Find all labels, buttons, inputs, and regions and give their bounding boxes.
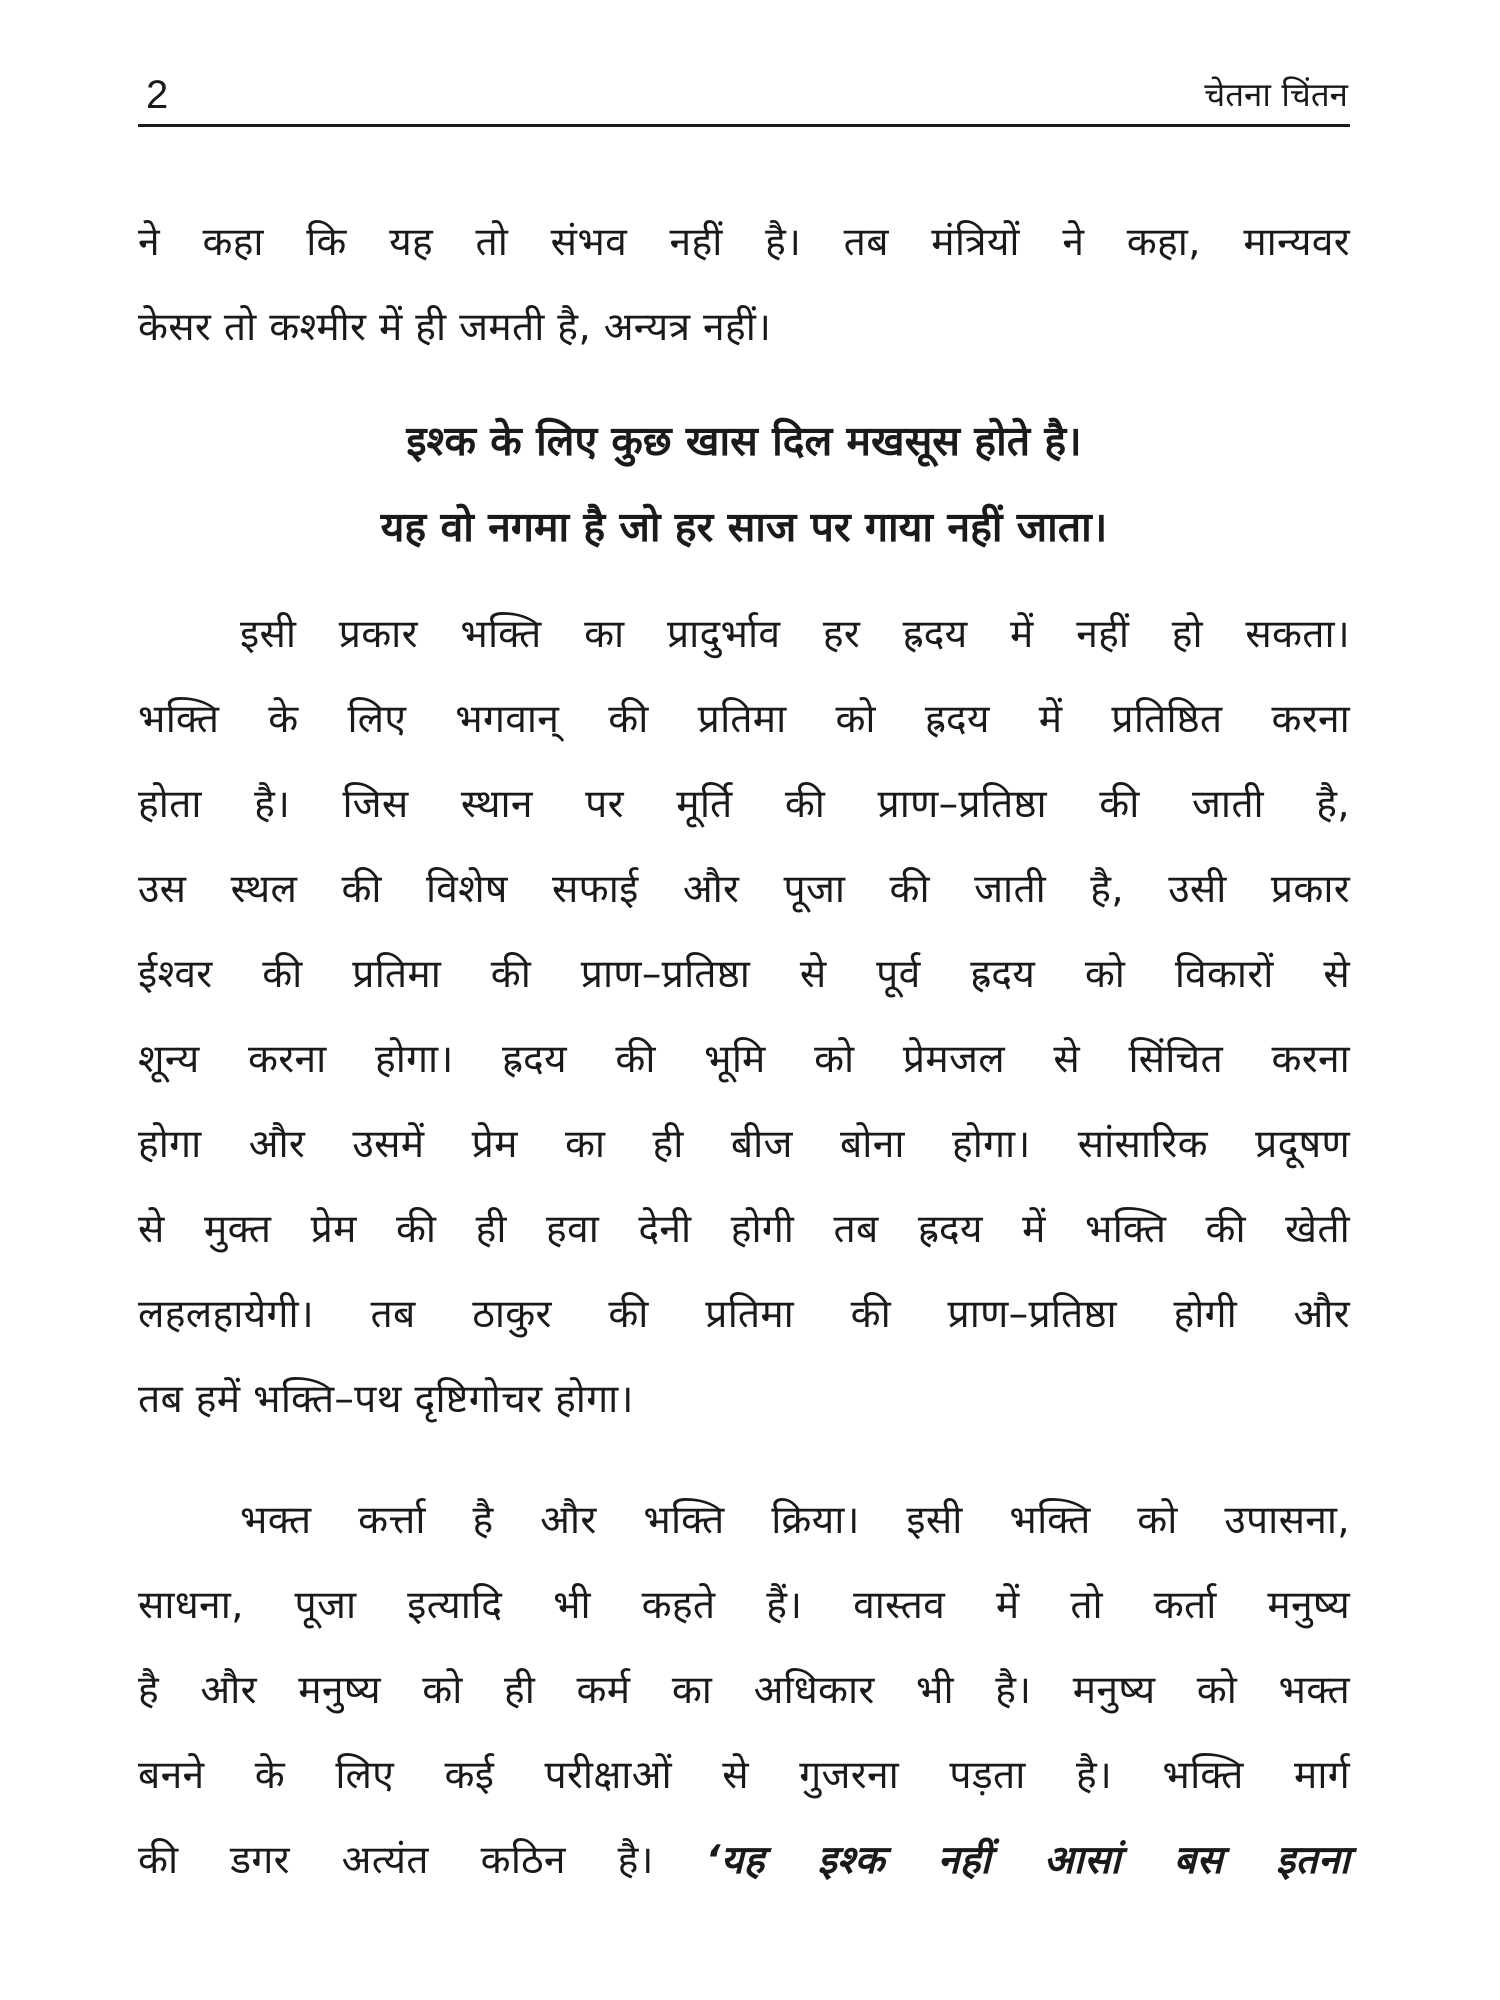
text-line: भक्ति के लिए भगवान् की प्रतिमा को ह्रदय में प्रतिष्ठित करना (138, 697, 1350, 742)
plain-text: की डगर अत्यंत कठिन है। (138, 1838, 706, 1883)
paragraph-1 (138, 200, 1350, 370)
text-line: शून्य करना होगा। ह्रदय की भूमि को प्रेमजल से सिंचित करना (138, 1037, 1350, 1082)
text-line: केसर तो कश्मीर में ही जमती है, अन्यत्र नहीं। (138, 305, 772, 350)
page-body (138, 200, 1350, 1903)
text-line: उस स्थल की विशेष सफाई और पूजा की जाती है, उसी प्रकार (138, 867, 1350, 912)
text-line: से मुक्त प्रेम की ही हवा देनी होगी तब ह्रदय में भक्ति की खेती (138, 1207, 1350, 1252)
text-line-last (138, 1818, 1350, 1903)
page-number: 2 (146, 73, 169, 117)
page-header (138, 58, 1350, 127)
text-line: है और मनुष्य को ही कर्म का अधिकार भी है। मनुष्य को भक्त (138, 1668, 1350, 1713)
text-line: बनने के लिए कई परीक्षाओं से गुजरना पड़ता है। भक्ति मार्ग (138, 1753, 1350, 1798)
text-line: इसी प्रकार भक्ति का प्रादुर्भाव हर ह्रदय में नहीं हो सकता। (240, 612, 1350, 657)
text-line: होता है। जिस स्थान पर मूर्ति की प्राण–प्रतिष्ठा की जाती है, (138, 782, 1350, 827)
text-line: साधना, पूजा इत्यादि भी कहते हैं। वास्तव में तो कर्ता मनुष्य (138, 1583, 1350, 1628)
emphasized-quote: ‘यह इश्क नहीं आसां बस इतना (705, 1838, 1351, 1883)
running-title: चेतना चिंतन (1204, 75, 1348, 114)
couplet (138, 398, 1350, 570)
couplet-line: यह वो नगमा है जो हर साज पर गाया नहीं जाता। (380, 503, 1108, 551)
text-line: भक्त कर्त्ता है और भक्ति क्रिया। इसी भक्ति को उपासना, (240, 1498, 1350, 1543)
paragraph-2 (138, 592, 1350, 1442)
text-line: तब हमें भक्ति–पथ दृष्टिगोचर होगा। (138, 1377, 634, 1422)
text-line: ने कहा कि यह तो संभव नहीं है। तब मंत्रियों ने कहा, मान्यवर (138, 220, 1350, 265)
paragraph-3 (138, 1478, 1350, 1903)
paragraph-gap (138, 1442, 1350, 1478)
text-line: ईश्वर की प्रतिमा की प्राण–प्रतिष्ठा से पूर्व ह्रदय को विकारों से (138, 952, 1350, 997)
text-line: होगा और उसमें प्रेम का ही बीज बोना होगा। सांसारिक प्रदूषण (138, 1122, 1350, 1167)
couplet-line: इश्क के लिए कुछ खास दिल मखसूस होते है। (406, 417, 1082, 465)
text-line: लहलहायेगी। तब ठाकुर की प्रतिमा की प्राण–प्रतिष्ठा होगी और (138, 1292, 1350, 1337)
